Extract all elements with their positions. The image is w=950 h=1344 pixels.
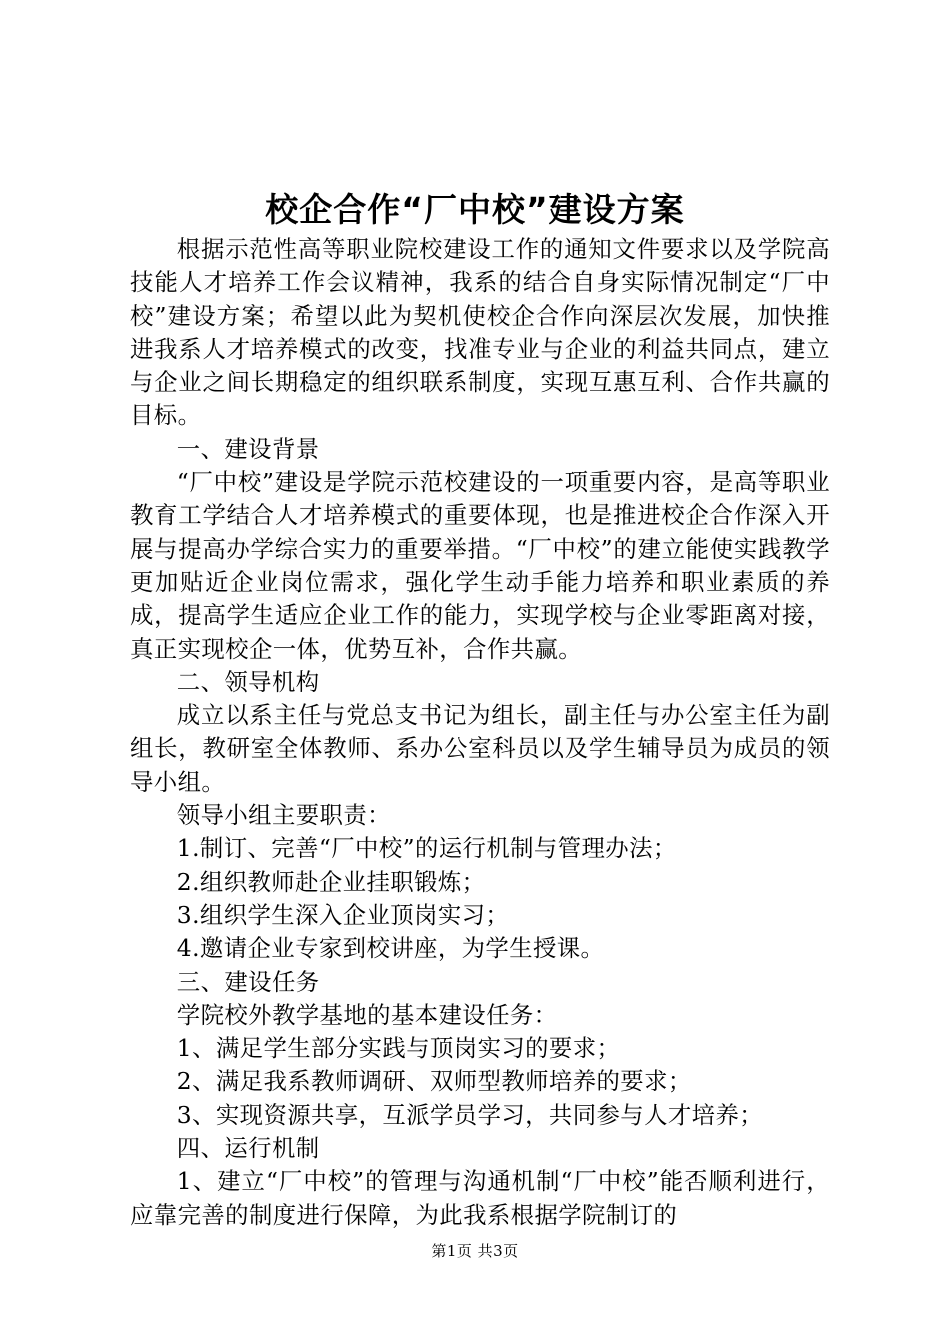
section-heading-leadership: 二、领导机构 <box>176 667 320 696</box>
task-item: 2、满足我系教师调研、双师型教师培养的要求； <box>176 1067 692 1096</box>
mechanism-paragraph: 1、建立“厂中校”的管理与沟通机制“厂中校”能否顺利进行，应靠完善的制度进行保障，为此我系根据学院制订的 <box>130 1167 830 1229</box>
duties-heading: 领导小组主要职责： <box>176 801 391 830</box>
duty-item: 1.制订、完善“厂中校”的运行机制与管理办法； <box>176 834 677 863</box>
task-item: 3、实现资源共享，互派学员学习，共同参与人才培养； <box>176 1100 764 1129</box>
tasks-intro: 学院校外教学基地的基本建设任务： <box>176 1000 558 1029</box>
section-heading-background: 一、建设背景 <box>176 434 320 463</box>
section-heading-mechanism: 四、运行机制 <box>176 1134 320 1163</box>
leadership-paragraph: 成立以系主任与党总支书记为组长，副主任与办公室主任为副组长，教研室全体教师、系办公室科员以及学生辅导员为成员的领导小组。 <box>130 701 830 796</box>
intro-paragraph: 根据示范性高等职业院校建设工作的通知文件要求以及学院高技能人才培养工作会议精神，我系的结合自身实际情况制定“厂中校”建设方案；希望以此为契机使校企合作向深层次发展，加快推进我系人才培养模式的改变，找准专业与企业的利益共同点，建立与企业之间长期稳定的组织联系制度，实现互惠互利、合作共赢的目标。 <box>130 235 830 430</box>
duty-item: 3.组织学生深入企业顶岗实习； <box>176 900 510 929</box>
duty-item: 2.组织教师赴企业挂职锻炼； <box>176 867 486 896</box>
document-body <box>130 233 830 1232</box>
background-paragraph: “厂中校”建设是学院示范校建设的一项重要内容，是高等职业教育工学结合人才培养模式的重要体现，也是推进校企合作深入开展与提高办学综合实力的重要举措。“厂中校”的建立能使实践教学更加贴近企业岗位需求，强化学生动手能力培养和职业素质的养成，提高学生适应企业工作的能力，实现学校与企业零距离对接，真正实现校企一体，优势互补，合作共赢。 <box>130 468 830 663</box>
duty-item: 4.邀请企业专家到校讲座，为学生授课。 <box>176 934 605 963</box>
page-footer: 第1页 共3页 <box>431 1242 519 1260</box>
section-heading-tasks: 三、建设任务 <box>176 967 320 996</box>
task-item: 1、满足学生部分实践与顶岗实习的要求； <box>176 1034 621 1063</box>
document-title: 校企合作“厂中校”建设方案 <box>265 190 685 229</box>
